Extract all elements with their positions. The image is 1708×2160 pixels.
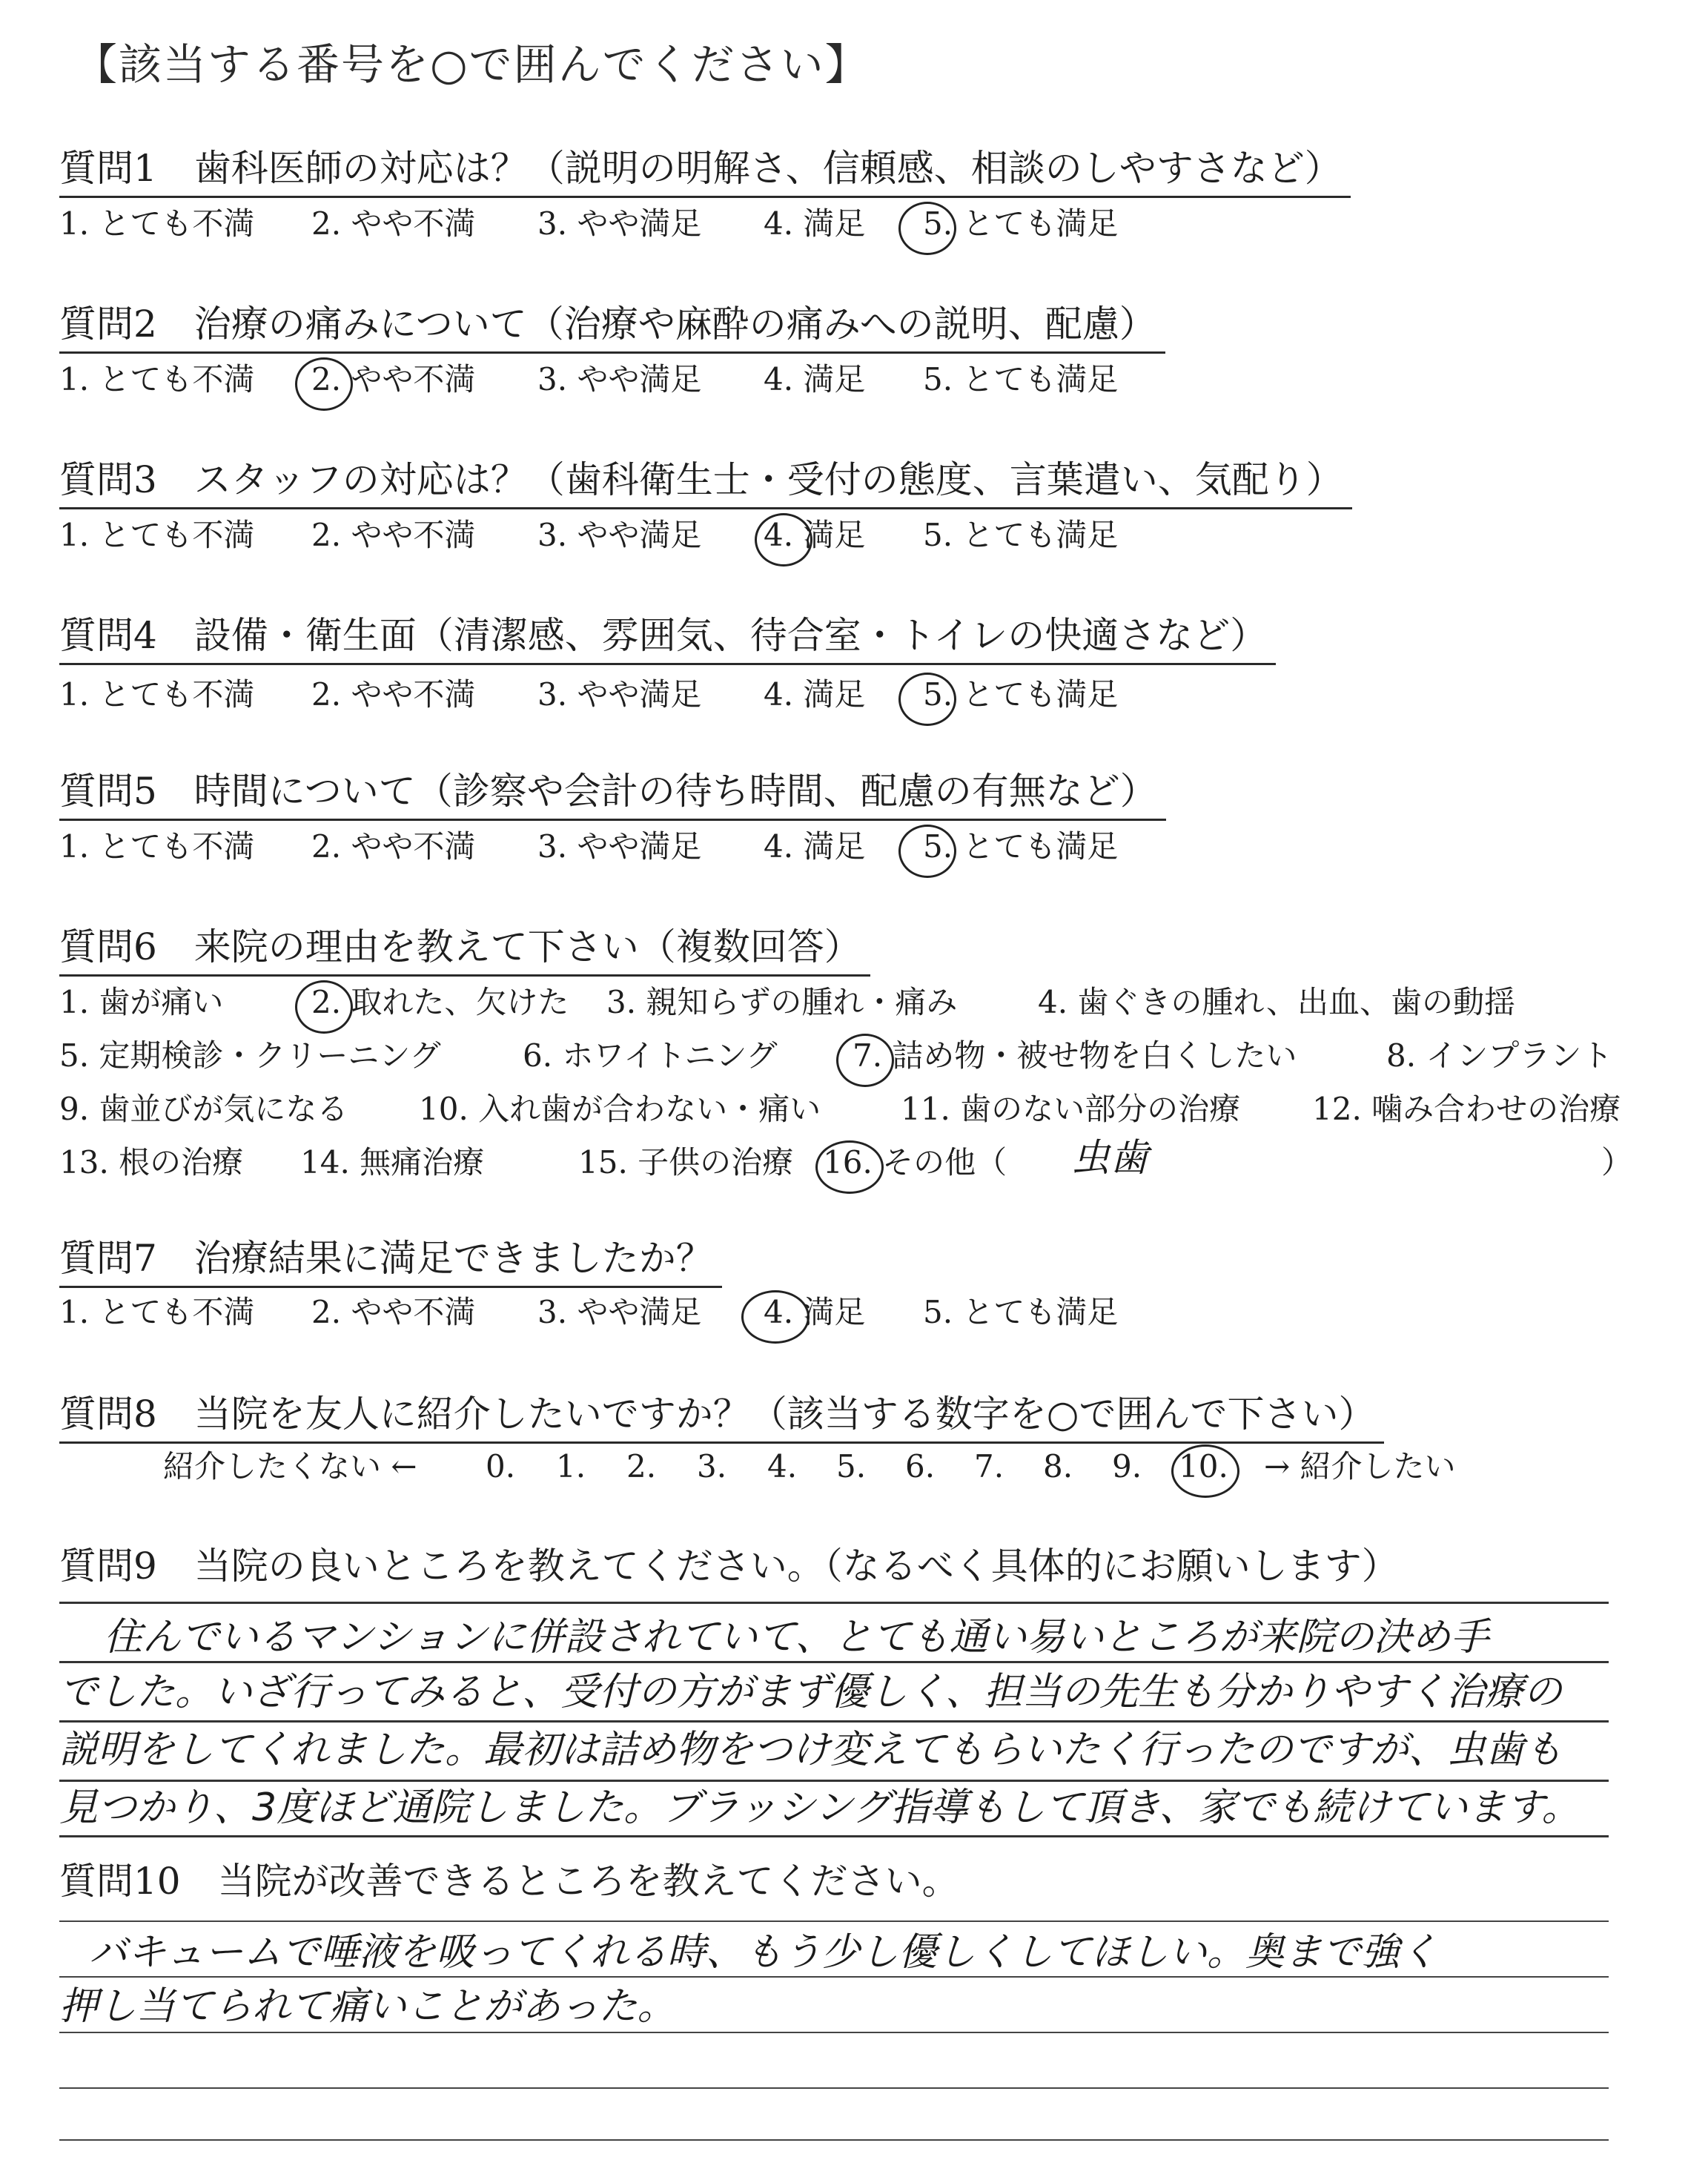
q4-option-3[interactable]: 3. やや満足 bbox=[537, 676, 702, 713]
q9-answer-line bbox=[59, 1835, 1609, 1837]
q8-scale-9[interactable]: 9. bbox=[1112, 1448, 1142, 1484]
q5-option-3[interactable]: 3. やや満足 bbox=[537, 828, 702, 865]
q1-option-3[interactable]: 3. やや満足 bbox=[537, 205, 702, 242]
q8-left-label: 紹介したくない ← bbox=[163, 1448, 417, 1484]
q8-scale-7[interactable]: 7. bbox=[974, 1448, 1004, 1484]
q5-option-4[interactable]: 4. 満足 bbox=[764, 828, 866, 865]
q6-option-11[interactable]: 11. 歯のない部分の治療 bbox=[901, 1091, 1241, 1127]
question-2-title: 質問2 治療の痛みについて（治療や麻酔の痛みへの説明、配慮） bbox=[59, 297, 1165, 354]
q2-option-3[interactable]: 3. やや満足 bbox=[537, 361, 702, 397]
question-1-title: 質問1 歯科医師の対応は？（説明の明解さ、信頼感、相談のしやすさなど） bbox=[59, 141, 1351, 198]
q8-scale-4[interactable]: 4. bbox=[767, 1448, 798, 1484]
q6-option-15[interactable]: 15. 子供の治療 bbox=[578, 1144, 794, 1180]
q8-scale-3[interactable]: 3. bbox=[697, 1448, 727, 1484]
q6-option-2[interactable]: 2. 取れた、欠けた bbox=[311, 984, 569, 1020]
q8-scale-0[interactable]: 0. bbox=[486, 1448, 516, 1484]
q6-option-8[interactable]: 8. インプラント bbox=[1386, 1037, 1613, 1074]
q9-answer-line bbox=[59, 1720, 1609, 1723]
q4-option-2[interactable]: 2. やや不満 bbox=[311, 676, 476, 713]
q6-option-9[interactable]: 9. 歯並びが気になる bbox=[59, 1091, 348, 1127]
q8-scale-1[interactable]: 1. bbox=[556, 1448, 586, 1484]
q6-option-10[interactable]: 10. 入れ歯が合わない・痛い bbox=[419, 1091, 821, 1127]
q6-option-12[interactable]: 12. 噛み合わせの治療 bbox=[1312, 1091, 1621, 1127]
q10-answer-line bbox=[59, 1976, 1609, 1978]
q3-option-3[interactable]: 3. やや満足 bbox=[537, 517, 702, 553]
q9-answer-line bbox=[59, 1602, 1609, 1604]
q3-option-2[interactable]: 2. やや不満 bbox=[311, 517, 476, 553]
q1-option-5[interactable]: 5. とても満足 bbox=[923, 205, 1119, 242]
q8-scale-2[interactable]: 2. bbox=[626, 1448, 657, 1484]
q6-other-handwritten[interactable]: 虫歯 bbox=[1071, 1136, 1149, 1180]
q1-option-2[interactable]: 2. やや不満 bbox=[311, 205, 476, 242]
page-title: 【該当する番号を○で囲んでください】 bbox=[74, 39, 870, 90]
question-8-title: 質問8 当院を友人に紹介したいですか？（該当する数字を○で囲んで下さい） bbox=[59, 1387, 1384, 1444]
q1-option-4[interactable]: 4. 満足 bbox=[764, 205, 866, 242]
q10-answer-line bbox=[59, 2139, 1609, 2141]
q9-answer-text-1[interactable]: 住んでいるマンションに併設されていて、とても通い易いところが来院の決め手 bbox=[104, 1615, 1489, 1659]
q8-scale-8[interactable]: 8. bbox=[1043, 1448, 1073, 1484]
q7-option-4[interactable]: 4. 満足 bbox=[764, 1294, 866, 1330]
q4-option-1[interactable]: 1. とても不満 bbox=[59, 676, 255, 713]
question-10-title: 質問10 当院が改善できるところを教えてください。 bbox=[59, 1860, 959, 1903]
q3-option-4[interactable]: 4. 満足 bbox=[764, 517, 866, 553]
q5-option-5[interactable]: 5. とても満足 bbox=[923, 828, 1119, 865]
q10-answer-line bbox=[59, 1920, 1609, 1922]
q5-option-2[interactable]: 2. やや不満 bbox=[311, 828, 476, 865]
q6-option-1[interactable]: 1. 歯が痛い bbox=[59, 984, 224, 1020]
q4-option-5[interactable]: 5. とても満足 bbox=[923, 676, 1119, 713]
q9-answer-line bbox=[59, 1661, 1609, 1663]
q10-answer-line bbox=[59, 2032, 1609, 2033]
q6-option-6[interactable]: 6. ホワイトニング bbox=[523, 1037, 778, 1074]
q7-option-5[interactable]: 5. とても満足 bbox=[923, 1294, 1119, 1330]
q2-option-2[interactable]: 2. やや不満 bbox=[311, 361, 476, 397]
q6-option-14[interactable]: 14. 無痛治療 bbox=[300, 1144, 485, 1180]
question-4-title: 質問4 設備・衛生面（清潔感、雰囲気、待合室・トイレの快適さなど） bbox=[59, 608, 1276, 665]
q7-option-1[interactable]: 1. とても不満 bbox=[59, 1294, 255, 1330]
q9-answer-text-4[interactable]: 見つかり、3度ほど通院しました。ブラッシング指導もして頂き、家でも続けています。 bbox=[59, 1786, 1580, 1830]
q7-option-3[interactable]: 3. やや満足 bbox=[537, 1294, 702, 1330]
q9-answer-text-3[interactable]: 説明をしてくれました。最初は詰め物をつけ変えてもらいたく行ったのですが、虫歯も bbox=[59, 1728, 1563, 1772]
question-5-title: 質問5 時間について（診察や会計の待ち時間、配慮の有無など） bbox=[59, 764, 1166, 821]
question-3-title: 質問3 スタッフの対応は？（歯科衛生士・受付の態度、言葉遣い、気配り） bbox=[59, 452, 1352, 509]
question-6-title: 質問6 来院の理由を教えて下さい（複数回答） bbox=[59, 919, 870, 977]
q6-option-7[interactable]: 7. 詰め物・被せ物を白くしたい bbox=[853, 1037, 1297, 1074]
q8-scale-6[interactable]: 6. bbox=[905, 1448, 936, 1484]
question-9-title: 質問9 当院の良いところを教えてください。（なるべく具体的にお願いします） bbox=[59, 1545, 1399, 1588]
q3-option-1[interactable]: 1. とても不満 bbox=[59, 517, 255, 553]
q3-option-5[interactable]: 5. とても満足 bbox=[923, 517, 1119, 553]
q2-option-5[interactable]: 5. とても満足 bbox=[923, 361, 1119, 397]
q6-other-close-paren: ） bbox=[1601, 1144, 1633, 1180]
q10-answer-line bbox=[59, 2087, 1609, 2089]
q10-answer-text-1[interactable]: バキュームで唾液を吸ってくれる時、もう少し優しくしてほしい。奥まで強く bbox=[89, 1930, 1439, 1975]
q4-option-4[interactable]: 4. 満足 bbox=[764, 676, 866, 713]
q1-option-1[interactable]: 1. とても不満 bbox=[59, 205, 255, 242]
q2-option-1[interactable]: 1. とても不満 bbox=[59, 361, 255, 397]
q6-option-3[interactable]: 3. 親知らずの腫れ・痛み bbox=[606, 984, 958, 1020]
q5-option-1[interactable]: 1. とても不満 bbox=[59, 828, 255, 865]
q6-option-5[interactable]: 5. 定期検診・クリーニング bbox=[59, 1037, 441, 1074]
q8-scale-5[interactable]: 5. bbox=[836, 1448, 867, 1484]
q6-option-4[interactable]: 4. 歯ぐきの腫れ、出血、歯の動揺 bbox=[1038, 984, 1515, 1020]
q10-answer-text-2[interactable]: 押し当てられて痛いことがあった。 bbox=[59, 1984, 676, 2029]
q8-right-label: → 紹介したい bbox=[1264, 1448, 1456, 1484]
question-7-title: 質問7 治療結果に満足できましたか？ bbox=[59, 1231, 722, 1288]
q9-answer-line bbox=[59, 1780, 1609, 1782]
q6-option-16[interactable]: 16. その他（ bbox=[823, 1144, 1007, 1180]
q8-scale-10[interactable]: 10. bbox=[1179, 1448, 1228, 1484]
q6-option-13[interactable]: 13. 根の治療 bbox=[59, 1144, 244, 1180]
q2-option-4[interactable]: 4. 満足 bbox=[764, 361, 866, 397]
q7-option-2[interactable]: 2. やや不満 bbox=[311, 1294, 476, 1330]
q9-answer-text-2[interactable]: でした。いざ行ってみると、受付の方がまず優しく、担当の先生も分かりやすく治療の bbox=[59, 1670, 1562, 1714]
